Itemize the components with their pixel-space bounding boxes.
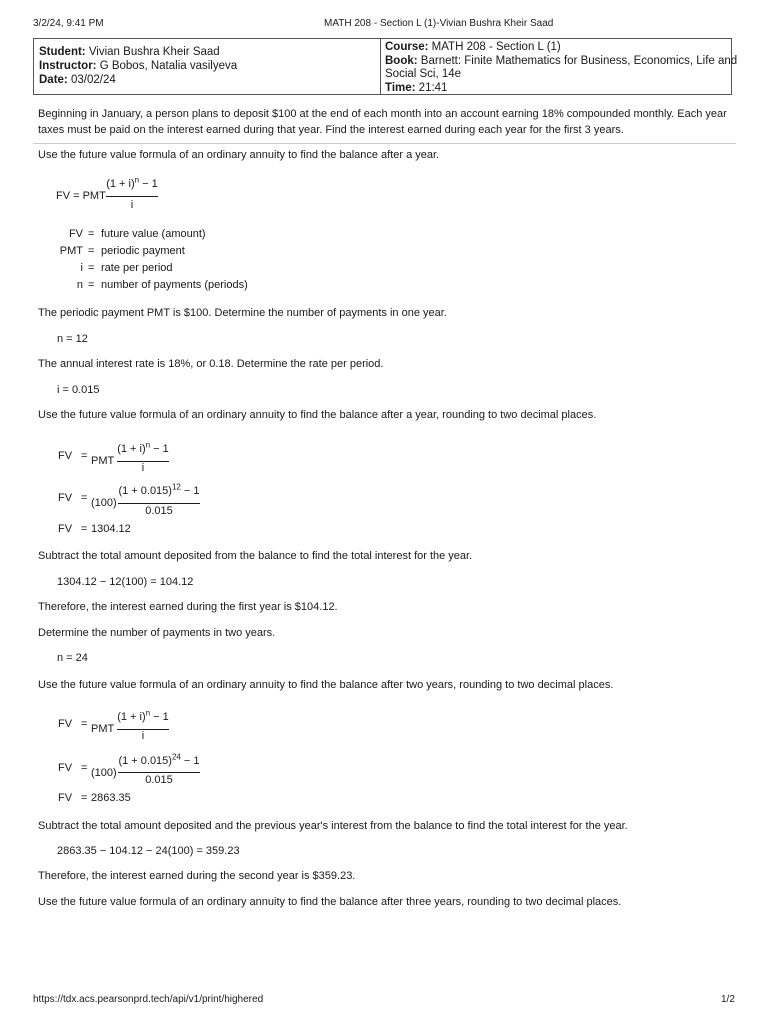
y1-equals: = bbox=[81, 450, 88, 462]
fv-year2-text: Use the future value formula of an ordinary annuity to find the balance after two years, rounding to two decimal places. bbox=[38, 679, 614, 691]
course-line: Course: MATH 208 - Section L (1) bbox=[385, 41, 561, 53]
problem-line-1: Beginning in January, a person plans to deposit $100 at the end of each month into an account earning 18% compounded monthly. Each year bbox=[38, 108, 727, 120]
instructor-line: Instructor: G Bobos, Natalia vasilyeva bbox=[39, 60, 238, 72]
y1-sub-denominator: 0.015 bbox=[145, 505, 173, 517]
pmt-text: The periodic payment PMT is $100. Determine the number of payments in one year. bbox=[38, 307, 447, 319]
fv-year1-text: Use the future value formula of an ordinary annuity to find the balance after a year, rounding to two decimal places. bbox=[38, 409, 597, 421]
definition-equals: = bbox=[88, 228, 95, 240]
definition-symbol: PMT bbox=[59, 245, 83, 257]
intro-text: Use the future value formula of an ordinary annuity to find the balance after a year. bbox=[38, 149, 440, 161]
conclusion2: Therefore, the interest earned during the second year is $359.23. bbox=[38, 870, 356, 882]
date-value: 03/02/24 bbox=[70, 74, 116, 86]
definition-description: rate per period bbox=[101, 262, 173, 274]
rate-value: i = 0.015 bbox=[57, 384, 100, 396]
y2-fv-label: FV bbox=[58, 718, 73, 730]
book-line: Book: Barnett: Finite Mathematics for Business, Economics, Life and bbox=[385, 55, 738, 67]
formula-numerator: $(1 + i)^n - 1$ bbox=[106, 175, 158, 190]
fv-year3-text: Use the future value formula of an ordinary annuity to find the balance after three years, rounding to two decimal places. bbox=[38, 896, 622, 908]
definition-symbol: n bbox=[76, 279, 83, 291]
y1-sub-fv-label: FV bbox=[58, 492, 73, 504]
y2-result-equals: = bbox=[81, 792, 88, 804]
definition-equals: = bbox=[88, 279, 95, 291]
date-line: Date: 03/02/24 bbox=[39, 74, 116, 86]
y2-pmt: PMT bbox=[91, 723, 115, 735]
definition-description: future value (amount) bbox=[101, 228, 206, 240]
y1-sub-coef: (100) bbox=[91, 497, 117, 509]
y1-fv-label: FV bbox=[58, 450, 73, 462]
y1-result-fv-label: FV bbox=[58, 523, 73, 535]
print-title: MATH 208 - Section L (1)-Vivian Bushra Kheir Saad bbox=[324, 18, 554, 29]
y2-equals: = bbox=[81, 718, 88, 730]
subtract1-text: Subtract the total amount deposited from the balance to find the total interest for the year. bbox=[38, 550, 473, 562]
calc1: 1304.12 − 12(100) = 104.12 bbox=[57, 576, 194, 588]
formula-denominator: i bbox=[130, 199, 134, 211]
problem-statement bbox=[38, 106, 728, 138]
definition-description: number of payments (periods) bbox=[101, 279, 248, 291]
y2-numerator: $(1 + i)^n - 1$ bbox=[117, 708, 169, 723]
y1-numerator: $(1 + i)^n - 1$ bbox=[117, 440, 169, 455]
y1-sub-equals: = bbox=[81, 492, 88, 504]
calc2: 2863.35 − 104.12 − 24(100) = 359.23 bbox=[57, 845, 240, 857]
instructor-name: G Bobos, Natalia vasilyeva bbox=[99, 60, 238, 72]
y2-sub-coef: (100) bbox=[91, 767, 117, 779]
subtract2-text: Subtract the total amount deposited and the previous year's interest from the balance to find the total interest for the year. bbox=[38, 820, 628, 832]
n-one-year: n = 12 bbox=[57, 333, 88, 345]
formula-lhs: FV = PMT bbox=[56, 190, 106, 202]
n-two-years: n = 24 bbox=[57, 652, 88, 664]
y1-result: 1304.12 bbox=[91, 523, 131, 535]
y2-sub-fraction-bar bbox=[118, 772, 200, 773]
footer-url: https://tdx.acs.pearsonprd.tech/api/v1/print/highered bbox=[33, 994, 264, 1005]
y1-denominator: i bbox=[141, 462, 145, 474]
y2-sub-denominator: 0.015 bbox=[145, 774, 173, 786]
y1-sub-numerator: $(1 + 0.015)^{12} - 1$ bbox=[118, 482, 200, 497]
y1-sub-fraction-bar bbox=[118, 503, 200, 504]
y2-sub-fv-label: FV bbox=[58, 762, 73, 774]
y2-sub-numerator: $(1 + 0.015)^{24} - 1$ bbox=[118, 752, 200, 767]
rate-text: The annual interest rate is 18%, or 0.18. Determine the rate per period. bbox=[38, 358, 384, 370]
y2-sub-equals: = bbox=[81, 762, 88, 774]
definition-equals: = bbox=[88, 245, 95, 257]
problem-line-2: taxes must be paid on the interest earned during that year. Find the interest earned during each year for the first 3 years. bbox=[38, 124, 624, 136]
definition-symbol: FV bbox=[68, 228, 83, 240]
y2-result: 2863.35 bbox=[91, 792, 131, 804]
definition-symbol: i bbox=[80, 262, 83, 274]
y1-pmt: PMT bbox=[91, 455, 115, 467]
course-value: MATH 208 - Section L (1) bbox=[431, 41, 561, 53]
conclusion1: Therefore, the interest earned during the first year is $104.12. bbox=[38, 601, 338, 613]
student-line: Student: Vivian Bushra Kheir Saad bbox=[39, 46, 220, 58]
print-datetime: 3/2/24, 9:41 PM bbox=[33, 18, 104, 29]
payments2-text: Determine the number of payments in two years. bbox=[38, 627, 276, 639]
y2-denominator: i bbox=[141, 730, 145, 742]
formula-fraction-bar bbox=[106, 196, 158, 197]
y1-result-equals: = bbox=[81, 523, 88, 535]
time-line: Time: 21:41 bbox=[385, 82, 448, 94]
info-divider bbox=[380, 39, 381, 94]
assignment-info-box bbox=[33, 38, 738, 95]
time-value: 21:41 bbox=[418, 82, 448, 94]
book-value: Barnett: Finite Mathematics for Business, Economics, Life and bbox=[420, 55, 738, 67]
definition-equals: = bbox=[88, 262, 95, 274]
book-line-2: Social Sci, 14e bbox=[385, 68, 462, 80]
definition-description: periodic payment bbox=[101, 245, 185, 257]
y2-result-fv-label: FV bbox=[58, 792, 73, 804]
student-name: Vivian Bushra Kheir Saad bbox=[88, 46, 220, 58]
separator bbox=[33, 143, 736, 144]
page-number: 1/2 bbox=[721, 994, 735, 1005]
